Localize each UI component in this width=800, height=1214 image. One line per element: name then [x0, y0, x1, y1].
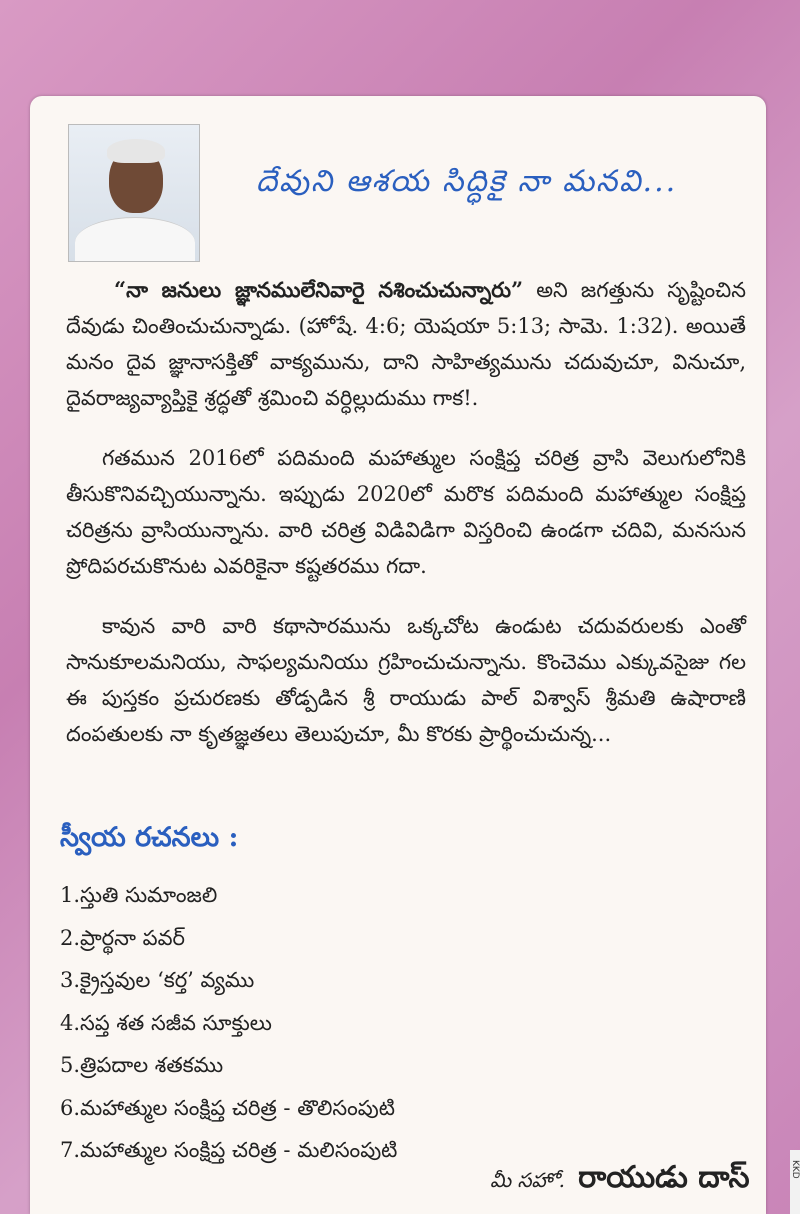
- paragraph-1: [66, 272, 746, 416]
- list-item: 1.స్తుతి సుమాంజలి: [60, 883, 218, 907]
- works-list: [60, 874, 397, 1172]
- paragraph-3: కావున వారి వారి కథాసారమును ఒక్కచోట ఉండుట చదువరులకు ఎంతో సానుకూలమనియు, సాఫల్యమనియు గ్రహించుచున్నాను. కొంచెము ఎక్కువసైజు గల ఈ పుస్తకం ప్రచురణకు తోడ్పడిన శ్రీ రాయుడు పాల్ విశ్వాస్ శ్రీమతి ఉషారాణి దంపతులకు నా కృతజ్ఞతలు తెలుపుచూ, మీ కొరకు ప్రార్థించుచున్న...: [66, 614, 746, 746]
- list-item: 7.మహాత్ముల సంక్షిప్త చరిత్ర - మలిసంపుటి: [60, 1138, 398, 1162]
- edge-label: KKD: [790, 1160, 800, 1179]
- list-item: 4.సప్త శత సజీవ సూక్తులు: [60, 1010, 272, 1035]
- author-photo: [68, 124, 200, 262]
- works-heading: స్వీయ రచనలు :: [60, 822, 239, 853]
- paragraph-2: గతమున 2016లో పదిమంది మహాత్ముల సంక్షిప్త చరిత్ర వ్రాసి వెలుగులోనికి తీసుకొనివచ్చియున్నాను. ఇప్పుడు 2020లో మరొక పదిమంది మహాత్ముల సంక్షిప్త చరిత్రను వ్రాసియున్నాను. వారి చరిత్ర విడివిడిగా విస్తరించి ఉండగా చదివి, మనసున ప్రోదిపరచుకొనుట ఎవరికైనా కష్టతరము గదా.: [66, 446, 746, 578]
- preface-card: [30, 96, 766, 1214]
- list-item: 6.మహాత్ముల సంక్షిప్త చరిత్ర - తొలిసంపుటి: [60, 1095, 395, 1120]
- page-title: దేవుని ఆశయ సిద్ధికై నా మనవి...: [256, 164, 678, 199]
- scripture-quote: “నా జనులు జ్ఞానములేనివారై నశించుచున్నారు”: [114, 277, 524, 302]
- list-item: 3.క్రైస్తవుల ‘కర్త’ వ్యము: [60, 968, 255, 992]
- signature-prefix: మీ సహో.: [490, 1168, 566, 1192]
- list-item: 2.ప్రార్థనా పవర్: [60, 925, 185, 950]
- signature: [490, 1160, 750, 1202]
- list-item: 5.త్రిపదాల శతకము: [60, 1053, 224, 1077]
- signature-name: రాయుడు దాస్: [578, 1160, 750, 1195]
- paragraph-1-text: అని జగత్తును సృష్టించిన దేవుడు చింతించుచున్నాడు. (హోషే. 4:6; యెషయా 5:13; సామె. 1:32). అయితే మనం దైవ జ్ఞానాసక్తితో వాక్యమును, దాని సాహిత్యమును చదువుచూ, వినుచూ, దైవరాజ్యవ్యాప్తికై శ్రద్ధతో శ్రమించి వర్ధిల్లుదుము గాక!.: [66, 278, 746, 410]
